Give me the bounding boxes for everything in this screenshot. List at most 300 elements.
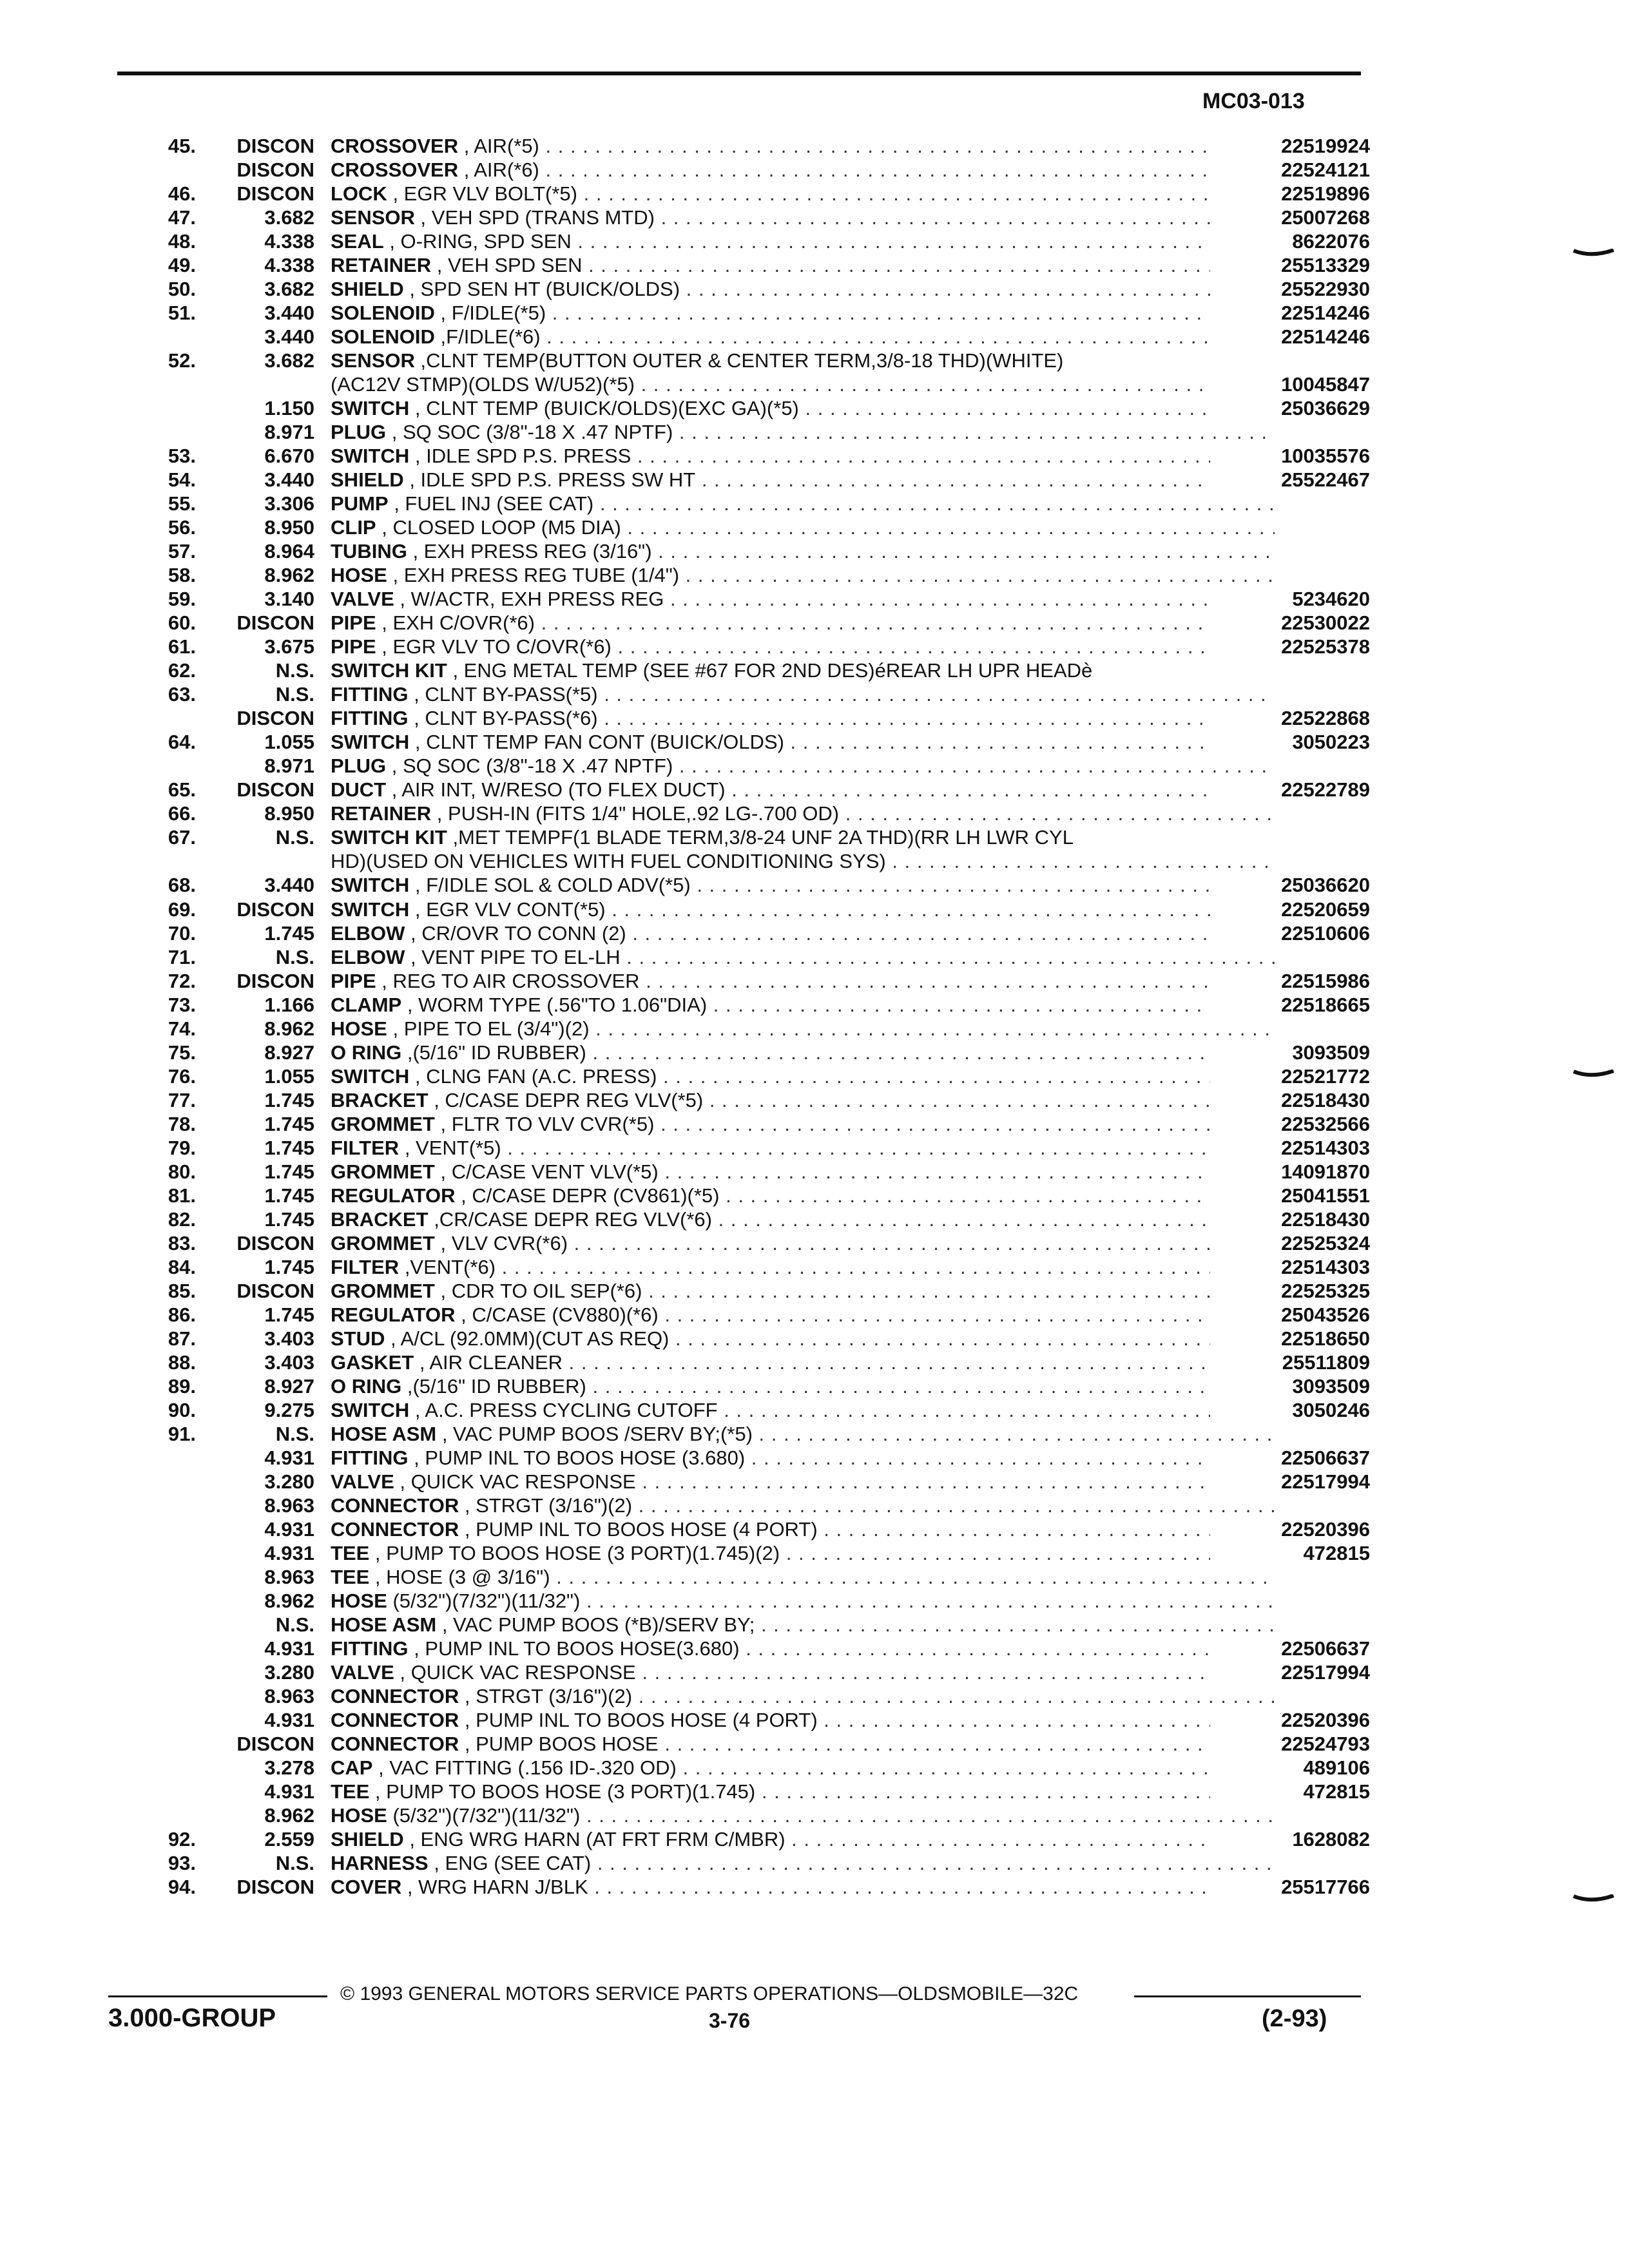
page-number: 3-76 (709, 2009, 751, 2032)
parts-row (147, 1803, 1365, 1827)
parts-row (147, 1613, 1365, 1637)
group-number: 3.440 (264, 325, 314, 349)
ref-number: 48. (168, 230, 196, 253)
parts-row (147, 969, 1370, 993)
part-name: FITTING (331, 707, 409, 730)
part-spec: , CLNT TEMP (BUICK/OLDS)(EXC GA)(*5) (414, 397, 799, 420)
group-number: N.S. (275, 1613, 314, 1636)
part-number: 22518430 (1210, 1207, 1370, 1231)
copyright-notice: © 1993 GENERAL MOTORS SERVICE PARTS OPERATIONS—OLDSMOBILE—32C (340, 1983, 1079, 2004)
part-name: SWITCH (331, 1064, 410, 1088)
parts-catalog-list (147, 134, 1370, 1899)
part-number: 22520396 (1210, 1708, 1370, 1732)
part-name: STUD (331, 1327, 385, 1350)
part-description (331, 1374, 1275, 1398)
part-description (331, 993, 1275, 1017)
part-number: 10045847 (1210, 372, 1370, 396)
part-name: DUCT (331, 778, 387, 802)
part-spec: , HOSE (3 @ 3/16") (374, 1565, 550, 1588)
part-name: PIPE (331, 611, 376, 635)
group-number: N.S. (275, 659, 314, 682)
part-spec: , SQ SOC (3/8"-18 X .47 NPTF) (391, 421, 673, 444)
part-name: ELBOW (331, 945, 405, 968)
part-description (331, 468, 1275, 492)
part-name: FILTER (331, 1136, 400, 1159)
parts-row (147, 1827, 1370, 1851)
part-description (331, 1470, 1275, 1494)
part-name: SEAL (331, 230, 384, 253)
part-spec: , VEH SPD SEN (436, 254, 583, 277)
part-spec: HD)(USED ON VEHICLES WITH FUEL CONDITIONING SYS) (331, 850, 886, 873)
part-spec: , ENG METAL TEMP (SEE #67 FOR 2ND DES)éREAR LH UPR HEADè (452, 659, 1093, 682)
group-number: 8.962 (264, 1589, 314, 1612)
part-spec: , A.C. PRESS CYCLING CUTOFF (414, 1398, 718, 1421)
group-number: 1.745 (264, 921, 314, 945)
parts-row (147, 1231, 1370, 1255)
part-number: 22519896 (1210, 182, 1370, 206)
ref-number: 58. (168, 564, 196, 587)
group-number: DISCON (236, 1733, 314, 1756)
part-spec: , VENT PIPE TO EL-LH (410, 945, 621, 968)
part-spec: , PUMP INL TO BOOS HOSE (4 PORT) (464, 1709, 818, 1732)
part-spec: , STRGT (3/16")(2) (464, 1494, 633, 1517)
parts-row (147, 1851, 1365, 1875)
part-description (331, 277, 1275, 301)
part-description (331, 1398, 1275, 1422)
part-number: 22520659 (1210, 898, 1370, 921)
part-name: PIPE (331, 969, 376, 992)
parts-row (147, 1732, 1370, 1756)
part-spec: , WRG HARN J/BLK (407, 1876, 588, 1899)
group-number: DISCON (236, 707, 314, 730)
parts-row (147, 1470, 1370, 1494)
part-description (331, 1541, 1275, 1565)
part-number: 8622076 (1210, 229, 1370, 253)
part-spec: , CLNT BY-PASS(*6) (414, 707, 598, 730)
part-number: 25513329 (1210, 253, 1370, 277)
part-description (331, 1255, 1275, 1279)
parts-row (147, 301, 1370, 325)
part-spec: , ENG (SEE CAT) (434, 1852, 592, 1875)
part-number: 22518665 (1210, 993, 1370, 1017)
part-name: PIPE (331, 635, 376, 658)
part-spec: , PUMP INL TO BOOS HOSE (3.680) (414, 1446, 746, 1469)
part-number: 22530022 (1210, 611, 1370, 635)
part-spec: , EXH PRESS REG TUBE (1/4") (392, 564, 680, 587)
ref-number: 70. (168, 921, 196, 945)
part-name: SOLENOID (331, 325, 435, 349)
ref-number: 53. (168, 445, 196, 468)
part-spec: , STRGT (3/16")(2) (464, 1685, 633, 1708)
revision-date: (2-93) (1262, 2005, 1327, 2032)
parts-row (147, 468, 1370, 492)
parts-row (147, 1398, 1370, 1422)
ref-number: 77. (168, 1088, 196, 1111)
part-spec: , SPD SEN HT (BUICK/OLDS) (409, 278, 680, 301)
part-description (331, 1160, 1275, 1184)
parts-row (147, 706, 1370, 730)
part-number: 22510606 (1210, 921, 1370, 945)
ref-number: 46. (168, 182, 196, 206)
part-description (331, 134, 1275, 158)
part-number: 25043526 (1210, 1303, 1370, 1327)
part-description (331, 1851, 1275, 1875)
group-number: DISCON (236, 898, 314, 921)
part-description (331, 1780, 1275, 1803)
part-description (331, 1064, 1275, 1088)
part-name: VALVE (331, 1661, 394, 1684)
group-number: 4.338 (264, 230, 314, 253)
parts-row (147, 993, 1370, 1017)
parts-row (147, 1517, 1370, 1541)
ref-number: 45. (168, 135, 196, 157)
ref-number: 74. (168, 1017, 196, 1040)
part-name: GROMMET (331, 1231, 435, 1254)
parts-row (147, 1088, 1370, 1112)
part-description (331, 1613, 1275, 1637)
part-number: 22514303 (1210, 1255, 1370, 1279)
part-description (331, 1803, 1275, 1827)
part-description (331, 1279, 1275, 1303)
group-number: 8.927 (264, 1374, 314, 1398)
part-spec: , VAC PUMP BOOS (*B)/SERV BY; (441, 1613, 755, 1636)
part-number: 22518430 (1210, 1088, 1370, 1112)
part-name: CROSSOVER (331, 159, 459, 182)
part-name: GROMMET (331, 1279, 435, 1302)
ref-number: 89. (168, 1374, 196, 1398)
part-spec: , CDR TO OIL SEP(*6) (440, 1279, 642, 1302)
group-number: 1.745 (264, 1255, 314, 1278)
parts-row (147, 563, 1365, 587)
ref-number: 83. (168, 1231, 196, 1254)
parts-row (147, 1660, 1370, 1684)
part-spec: , CLNG FAN (A.C. PRESS) (414, 1064, 657, 1088)
part-description (331, 825, 1275, 849)
part-spec: ,CLNT TEMP(BUTTON OUTER & CENTER TERM,3/8-18 THD)(WHITE) (420, 349, 1064, 372)
parts-row (147, 754, 1365, 778)
part-number: 472815 (1210, 1780, 1370, 1803)
part-description (331, 301, 1275, 325)
part-name: CLIP (331, 516, 376, 539)
group-number: 1.745 (264, 1184, 314, 1207)
part-name: FITTING (331, 683, 409, 706)
part-spec: , CLOSED LOOP (M5 DIA) (381, 516, 621, 539)
part-number: 22514246 (1210, 325, 1370, 349)
group-number: DISCON (236, 1231, 314, 1254)
group-number: DISCON (236, 1876, 314, 1899)
group-number: 1.745 (264, 1303, 314, 1326)
ref-number: 81. (168, 1184, 196, 1207)
group-number: DISCON (236, 159, 314, 182)
part-spec: , VLV CVR(*6) (440, 1231, 568, 1254)
part-spec: , PUMP INL TO BOOS HOSE(3.680) (414, 1637, 740, 1660)
part-description (331, 706, 1275, 730)
parts-row (147, 730, 1370, 754)
parts-row (147, 587, 1370, 611)
parts-row (147, 849, 1365, 873)
part-number: 22525378 (1210, 635, 1370, 658)
part-description (331, 349, 1275, 372)
part-description (331, 945, 1275, 969)
part-name: BRACKET (331, 1088, 429, 1111)
ref-number: 73. (168, 993, 196, 1016)
parts-row (147, 1064, 1370, 1088)
parts-row (147, 1136, 1370, 1160)
part-name: SENSOR (331, 206, 415, 229)
group-number: 4.931 (264, 1709, 314, 1732)
ref-number: 49. (168, 254, 196, 277)
part-number: 25511809 (1210, 1350, 1370, 1374)
part-name: TEE (331, 1780, 370, 1803)
part-spec: , IDLE SPD P.S. PRESS SW HT (409, 468, 696, 492)
group-number: 4.931 (264, 1780, 314, 1803)
part-description (331, 1637, 1275, 1660)
parts-row (147, 253, 1370, 277)
part-name: RETAINER (331, 254, 432, 277)
group-number: 8.971 (264, 754, 314, 778)
group-number: 3.306 (264, 492, 314, 515)
group-number: 3.280 (264, 1661, 314, 1684)
ref-number: 54. (168, 468, 196, 492)
parts-row (147, 1565, 1365, 1589)
part-name: HOSE (331, 1804, 387, 1827)
parts-row (147, 1637, 1370, 1660)
parts-row (147, 1303, 1370, 1327)
group-number: DISCON (236, 135, 314, 157)
ref-number: 59. (168, 588, 196, 611)
part-name: PLUG (331, 754, 387, 778)
group-number: 1.745 (264, 1088, 314, 1111)
parts-row (147, 658, 1365, 682)
part-number: 14091870 (1210, 1160, 1370, 1184)
part-description (331, 611, 1275, 635)
part-name: TUBING (331, 540, 407, 563)
group-number: 1.055 (264, 1064, 314, 1088)
group-number: 8.964 (264, 540, 314, 563)
group-number: N.S. (275, 1852, 314, 1875)
part-number: 25041551 (1210, 1184, 1370, 1207)
group-label: 3.000-GROUP (108, 2004, 276, 2032)
parts-row (147, 682, 1365, 706)
parts-row (147, 1184, 1370, 1207)
part-description (331, 1017, 1275, 1041)
group-number: 4.931 (264, 1637, 314, 1660)
binder-mark (1572, 249, 1615, 259)
part-description (331, 1350, 1275, 1374)
ref-number: 82. (168, 1207, 196, 1231)
part-name: GROMMET (331, 1112, 435, 1135)
part-description (331, 969, 1275, 993)
binder-mark (1572, 1894, 1615, 1905)
part-name: SOLENOID (331, 302, 435, 325)
part-name: CONNECTOR (331, 1517, 459, 1541)
parts-row (147, 1446, 1370, 1470)
part-spec: , C/CASE DEPR REG VLV(*5) (434, 1088, 704, 1111)
part-description (331, 229, 1275, 253)
part-name: HOSE ASM (331, 1422, 437, 1445)
part-name: COVER (331, 1876, 402, 1899)
part-spec: , PUMP BOOS HOSE (464, 1733, 659, 1756)
group-number: DISCON (236, 611, 314, 635)
part-spec: , AIR CLEANER (419, 1350, 563, 1374)
part-spec: , CLNT TEMP FAN CONT (BUICK/OLDS) (414, 731, 784, 754)
part-description (331, 898, 1275, 921)
group-number: N.S. (275, 683, 314, 706)
group-number: N.S. (275, 1422, 314, 1445)
group-number: N.S. (275, 945, 314, 968)
part-number: 10035576 (1210, 444, 1370, 468)
part-description (331, 206, 1275, 229)
ref-number: 52. (168, 349, 196, 372)
part-spec: , QUICK VAC RESPONSE (400, 1661, 636, 1684)
part-description (331, 1732, 1275, 1756)
parts-row (147, 349, 1365, 372)
parts-row (147, 1708, 1370, 1732)
part-spec: , AIR(*5) (463, 135, 539, 157)
parts-row (147, 1589, 1365, 1613)
parts-row (147, 1494, 1365, 1517)
part-spec: , PUMP TO BOOS HOSE (3 PORT)(1.745) (374, 1780, 756, 1803)
part-name: ELBOW (331, 921, 405, 945)
parts-row (147, 1207, 1370, 1231)
part-name: RETAINER (331, 802, 432, 825)
part-description (331, 1088, 1275, 1112)
parts-row (147, 396, 1370, 420)
part-name: PUMP (331, 492, 389, 515)
parts-row (147, 635, 1370, 658)
parts-row (147, 492, 1365, 515)
part-name: SWITCH (331, 731, 410, 754)
part-name: HOSE (331, 1589, 387, 1612)
part-description (331, 1303, 1275, 1327)
part-name: SHIELD (331, 278, 404, 301)
part-spec: (5/32")(7/32")(11/32") (392, 1589, 581, 1612)
part-spec: , FLTR TO VLV CVR(*5) (440, 1112, 655, 1135)
parts-row (147, 277, 1370, 301)
part-description (331, 921, 1275, 945)
ref-number: 67. (168, 826, 196, 849)
ref-number: 68. (168, 874, 196, 897)
part-name: REGULATOR (331, 1184, 456, 1207)
part-number: 22520396 (1210, 1517, 1370, 1541)
part-description (331, 1756, 1275, 1780)
part-description (331, 515, 1275, 539)
part-spec: (5/32")(7/32")(11/32") (392, 1804, 581, 1827)
part-description (331, 1327, 1275, 1350)
part-number: 3093509 (1210, 1374, 1370, 1398)
document-id: MC03-013 (1202, 89, 1305, 113)
part-description (331, 778, 1275, 802)
parts-row (147, 825, 1365, 849)
part-number: 22515986 (1210, 969, 1370, 993)
part-description (331, 420, 1275, 444)
group-number: 4.338 (264, 254, 314, 277)
parts-row (147, 325, 1370, 349)
ref-number: 51. (168, 302, 196, 325)
part-description (331, 730, 1275, 754)
part-name: GROMMET (331, 1160, 435, 1183)
part-description (331, 253, 1275, 277)
ref-number: 80. (168, 1160, 196, 1183)
group-number: 1.745 (264, 1207, 314, 1231)
part-number: 22518650 (1210, 1327, 1370, 1350)
part-name: CONNECTOR (331, 1494, 459, 1517)
part-name: CONNECTOR (331, 1733, 459, 1756)
group-number: 3.675 (264, 635, 314, 658)
parts-row (147, 921, 1370, 945)
ref-number: 75. (168, 1041, 196, 1064)
part-name: CROSSOVER (331, 135, 459, 157)
part-spec: , C/CASE (CV880)(*6) (461, 1303, 659, 1326)
part-number: 25517766 (1210, 1875, 1370, 1899)
ref-number: 78. (168, 1112, 196, 1135)
part-name: SWITCH (331, 445, 410, 468)
part-spec: , EGR VLV TO C/OVR(*6) (381, 635, 612, 658)
part-number: 22519924 (1210, 134, 1370, 158)
ref-number: 88. (168, 1350, 196, 1374)
part-spec: , PUMP INL TO BOOS HOSE (4 PORT) (464, 1517, 818, 1541)
part-description (331, 1827, 1275, 1851)
part-description (331, 563, 1275, 587)
ref-number: 93. (168, 1852, 196, 1875)
top-rule (117, 72, 1361, 75)
part-spec: , AIR INT, W/RESO (TO FLEX DUCT) (391, 778, 726, 802)
part-name: VALVE (331, 1470, 394, 1493)
part-name: BRACKET (331, 1207, 429, 1231)
ref-number: 72. (168, 969, 196, 992)
part-name: CAP (331, 1756, 373, 1780)
parts-row (147, 873, 1370, 897)
group-number: 3.440 (264, 874, 314, 897)
group-number: 2.559 (264, 1828, 314, 1851)
part-spec: , ENG WRG HARN (AT FRT FRM C/MBR) (409, 1828, 786, 1851)
part-number: 472815 (1210, 1541, 1370, 1565)
part-name: HOSE (331, 1017, 387, 1040)
parts-row (147, 778, 1370, 802)
group-number: 1.150 (264, 397, 314, 420)
part-spec: , CLNT BY-PASS(*5) (414, 683, 598, 706)
part-description (331, 1517, 1275, 1541)
part-spec: , SQ SOC (3/8"-18 X .47 NPTF) (391, 754, 673, 778)
part-spec: , VAC FITTING (.156 ID-.320 OD) (378, 1756, 677, 1780)
part-number: 5234620 (1210, 587, 1370, 611)
part-description (331, 1207, 1275, 1231)
part-number: 22525324 (1210, 1231, 1370, 1255)
part-name: O RING (331, 1041, 402, 1064)
part-spec: , VENT(*5) (404, 1136, 501, 1159)
part-name: SWITCH (331, 1398, 410, 1421)
part-description (331, 849, 1275, 873)
parts-row (147, 1160, 1370, 1184)
part-spec: , PIPE TO EL (3/4")(2) (392, 1017, 590, 1040)
parts-row (147, 229, 1370, 253)
group-number: 1.745 (264, 1136, 314, 1159)
group-number: 8.950 (264, 516, 314, 539)
ref-number: 47. (168, 206, 196, 229)
group-number: DISCON (236, 778, 314, 802)
part-name: TEE (331, 1541, 370, 1564)
group-number: 4.931 (264, 1446, 314, 1469)
part-spec: (AC12V STMP)(OLDS W/U52)(*5) (331, 373, 635, 396)
part-spec: , A/CL (92.0MM)(CUT AS REQ) (390, 1327, 670, 1350)
part-description (331, 182, 1275, 206)
ref-number: 55. (168, 492, 196, 515)
group-number: 3.440 (264, 302, 314, 325)
part-spec: , W/ACTR, EXH PRESS REG (400, 588, 664, 611)
part-number: 22514303 (1210, 1136, 1370, 1160)
part-spec: ,(5/16" ID RUBBER) (407, 1374, 586, 1398)
parts-row (147, 945, 1365, 969)
